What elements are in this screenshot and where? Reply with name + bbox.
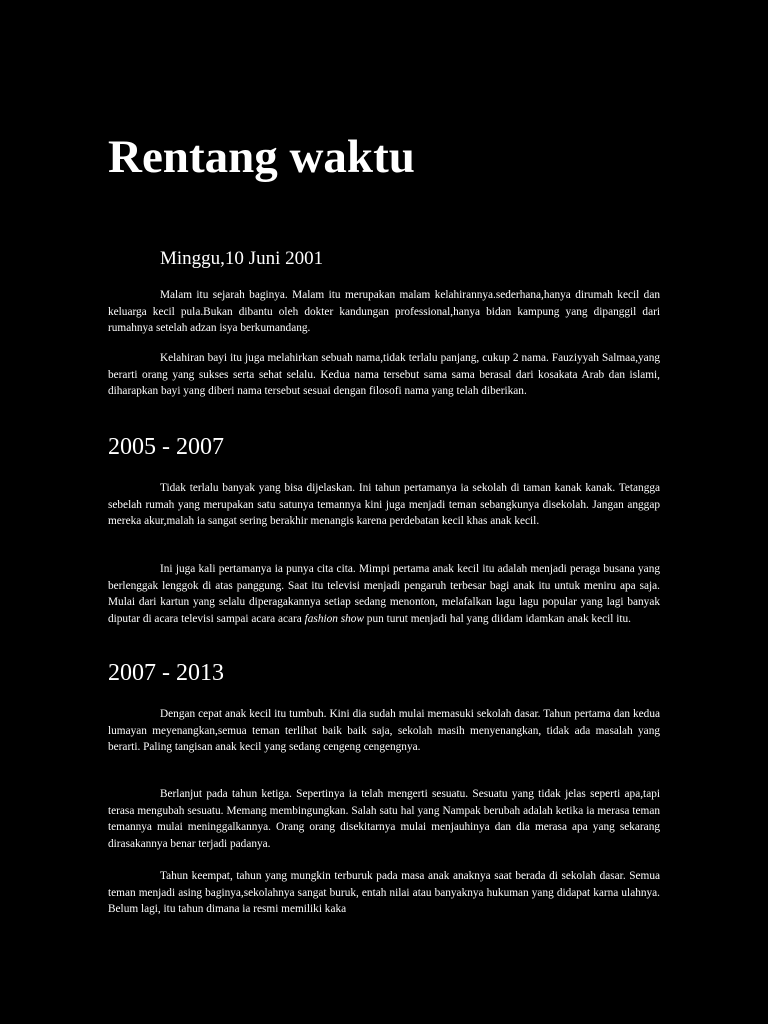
paragraph: Tidak terlalu banyak yang bisa dijelaskan. Ini tahun pertamanya ia sekolah di taman kanak kanak. Tetangga sebelah rumah yang merupakan satu satunya temannya kini juga menjadi teman sebangkunya disekolah. Jangan anggap mereka akur,malah ia sangat sering berakhir menangis karena perdebatan kecil khas anak kecil.: [108, 482, 660, 527]
paragraph: Dengan cepat anak kecil itu tumbuh. Kini dia sudah mulai memasuki sekolah dasar. Tahun pertama dan kedua lumayan meyenangkan,semua teman terlihat baik baik saja, sekolah masih menyenangkan, tidak ada masalah yang berarti. Paling tangisan anak kecil yang sedang cengeng cengengnya.: [108, 708, 660, 753]
entry-date: Minggu,10 Juni 2001: [160, 248, 324, 269]
paragraph: Kelahiran bayi itu juga melahirkan sebuah nama,tidak terlalu panjang, cukup 2 nama. Fauziyyah Salmaa,yang berarti orang yang sukses serta sehat selalu. Kedua nama tersebut sama sama berasal dari kosakata Arab dan islami, diharapkan bayi yang diberi nama tersebut sesuai dengan filosofi nama yang telah diberikan.: [108, 352, 660, 397]
paragraph-text: Ini juga kali pertamanya ia punya cita cita. Mimpi pertama anak kecil itu adalah menjadi peraga busana yang berlenggak lenggok di atas panggung. Saat itu televisi menjadi pengaruh terbesar bagi anak itu untuk meniru apa saja. Mulai dari kartun yang selalu diperagakannya setiap sedang menonton, melafalkan lagu lagu popular yang lagi banyak diputar di acara televisi sampai acara acara: [108, 563, 660, 625]
paragraph: Tahun keempat, tahun yang mungkin terburuk pada masa anak anaknya saat berada di sekolah dasar. Semua teman menjadi asing baginya,sekolahnya sangat buruk, entah nilai atau banyaknya hukuman yang didapat karna ulahnya. Belum lagi, itu tahun dimana ia resmi memiliki kaka: [108, 870, 660, 915]
paragraph: Berlanjut pada tahun ketiga. Sepertinya ia telah mengerti sesuatu. Sesuatu yang tidak jelas seperti apa,tapi terasa mengubah sesuatu. Memang membingungkan. Salah satu hal yang Nampak berubah adalah ketika ia merasa teman temannya mulai meninggalkannya. Orang orang disekitarnya mulai menjauhinya dan dia merasa apa yang sekarang dirasakannya benar terjadi padanya.: [108, 788, 660, 850]
document-page: [108, 0, 660, 1024]
document-title: Rentang waktu: [108, 131, 415, 183]
section-heading: 2005 - 2007: [108, 434, 224, 460]
paragraph: Malam itu sejarah baginya. Malam itu merupakan malam kelahirannya.sederhana,hanya dirumah kecil dan keluarga kecil pula.Bukan dibantu oleh dokter kandungan professional,hanya bidan kampung yang dipanggil dari rumahnya setelah adzan isya berkumandang.: [108, 289, 660, 334]
paragraph: [108, 561, 660, 627]
paragraph-text: pun turut menjadi hal yang diidam idamkan anak kecil itu.: [363, 612, 631, 625]
section-heading: 2007 - 2013: [108, 660, 224, 686]
italic-phrase: fashion show: [304, 612, 364, 625]
